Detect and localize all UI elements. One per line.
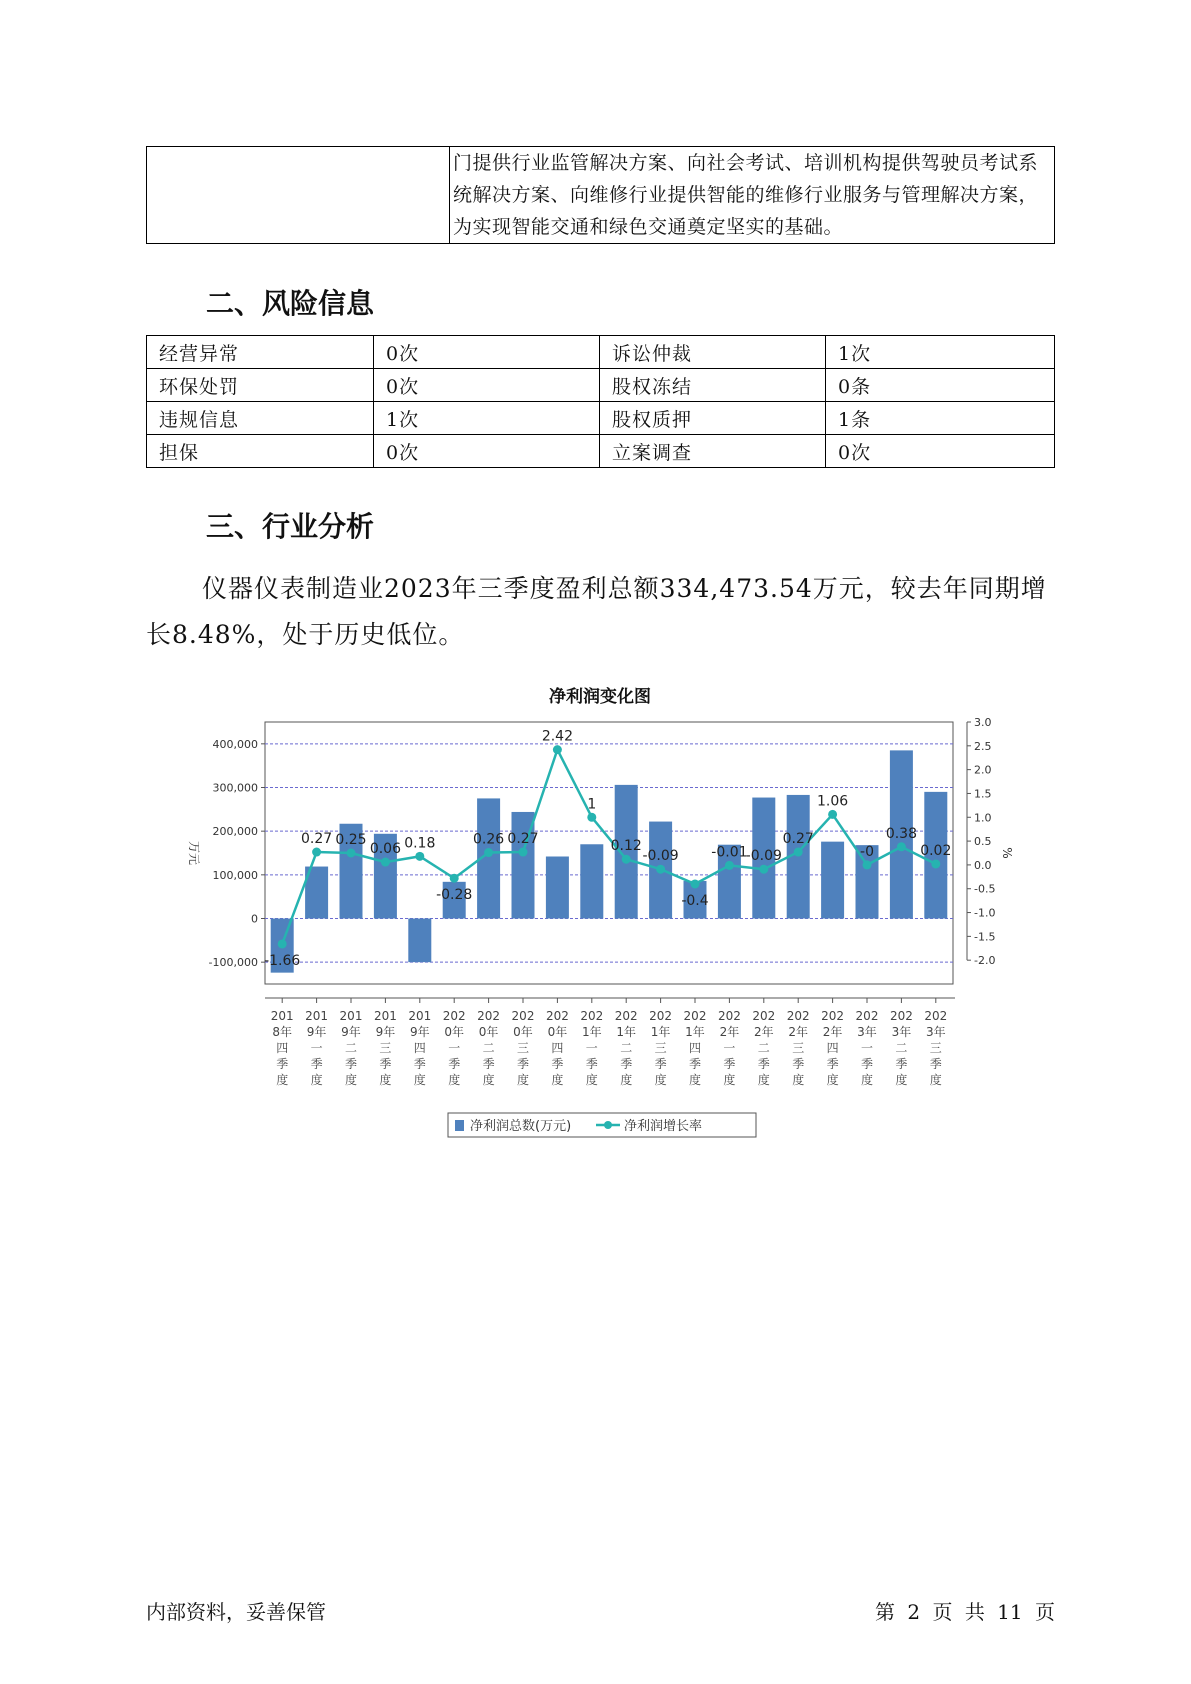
y-right-tick-label: 1.0 <box>974 811 992 825</box>
grid-layer <box>265 744 953 962</box>
growth-point <box>312 848 321 857</box>
bar <box>580 844 603 918</box>
growth-point <box>656 865 665 874</box>
growth-data-label: 0.38 <box>885 825 917 842</box>
growth-data-label: 0.02 <box>920 842 952 859</box>
intro-table-text-cell <box>450 147 1055 244</box>
x-tick-label: 201 9年三季度 <box>373 1009 397 1087</box>
growth-data-label: -0.09 <box>745 848 782 865</box>
growth-point <box>450 874 459 883</box>
growth-point <box>415 852 424 861</box>
growth-data-label: 0.27 <box>782 831 814 848</box>
growth-data-label: -1.66 <box>264 952 301 969</box>
growth-point <box>725 861 734 870</box>
growth-point <box>622 855 631 864</box>
intro-text <box>450 147 1054 243</box>
x-tick-label: 202 0年二季度 <box>477 1009 501 1087</box>
risk-value: 1次 <box>826 336 1055 369</box>
line-layer <box>264 729 951 969</box>
table-row <box>147 369 1055 402</box>
growth-data-label: 0.12 <box>610 838 642 855</box>
risk-value: 1条 <box>826 402 1055 435</box>
risk-value: 0次 <box>826 435 1055 468</box>
legend-line-marker <box>604 1121 612 1129</box>
risk-key: 立案调查 <box>600 435 826 468</box>
growth-data-label: 0.18 <box>404 835 436 852</box>
growth-data-label: 1.06 <box>817 793 849 810</box>
growth-point <box>931 859 940 868</box>
risk-key: 诉讼仲裁 <box>600 336 826 369</box>
y-left-tick-label: -100,000 <box>208 956 258 970</box>
x-tick-label: 202 2年三季度 <box>786 1009 810 1087</box>
y-right-tick-label: 2.5 <box>974 739 992 753</box>
y-axis-right-label: % <box>1000 847 1014 859</box>
y-right-tick-label: 2.0 <box>974 763 992 777</box>
growth-data-label: 1 <box>587 796 597 813</box>
x-tick-label: 202 2年四季度 <box>821 1009 845 1087</box>
growth-data-label: 0.26 <box>473 831 505 848</box>
growth-point <box>794 848 803 857</box>
growth-data-label: -0.09 <box>642 848 679 865</box>
risk-table <box>146 335 1055 468</box>
x-tick-label: 202 1年一季度 <box>580 1009 604 1087</box>
y-right-tick-label: -2.0 <box>974 954 996 968</box>
x-tick-label: 201 9年二季度 <box>339 1009 363 1087</box>
x-tick-label: 201 8年四季度 <box>270 1009 294 1087</box>
growth-point <box>553 745 562 754</box>
y-right-tick-label: -1.0 <box>974 906 996 920</box>
growth-point <box>347 849 356 858</box>
x-tick-label: 202 0年三季度 <box>511 1009 535 1087</box>
bar <box>408 919 431 963</box>
page-number: 第 2 页 共 11 页 <box>875 1600 1055 1624</box>
net-profit-chart <box>180 680 1020 1140</box>
x-tick-label: 202 3年二季度 <box>889 1009 913 1087</box>
legend-bar-swatch <box>455 1120 464 1131</box>
bar <box>821 842 844 919</box>
growth-point <box>828 810 837 819</box>
growth-data-label: -0.01 <box>711 844 748 861</box>
risk-key: 股权冻结 <box>600 369 826 402</box>
risk-value: 0次 <box>374 369 600 402</box>
y-right-tick-label: 3.0 <box>974 716 992 729</box>
y-left-tick-label: 200,000 <box>212 825 258 839</box>
intro-table-empty-cell <box>147 147 450 244</box>
growth-point <box>897 842 906 851</box>
growth-data-label: -0 <box>860 843 874 860</box>
growth-point <box>381 858 390 867</box>
growth-point <box>863 860 872 869</box>
x-tick-label: 202 0年四季度 <box>545 1009 569 1087</box>
x-tick-label: 202 3年一季度 <box>855 1009 879 1087</box>
intro-line: 门提供行业监管解决方案、向社会考试、培训机构提供驾驶员考试系 <box>453 152 1039 174</box>
risk-value: 0次 <box>374 435 600 468</box>
y-right-tick-label: 0.5 <box>974 835 992 849</box>
y-right-tick-label: -0.5 <box>974 882 996 896</box>
risk-value: 0条 <box>826 369 1055 402</box>
chart-legend <box>448 1113 756 1137</box>
bar-layer <box>271 750 948 972</box>
table-row <box>147 336 1055 369</box>
growth-data-label: 0.06 <box>369 841 401 858</box>
x-tick-label: 202 2年二季度 <box>752 1009 776 1087</box>
table-row <box>147 402 1055 435</box>
x-tick-label: 201 9年一季度 <box>305 1009 329 1087</box>
x-tick-label: 201 9年四季度 <box>408 1009 432 1087</box>
y-left-tick-label: 0 <box>251 912 258 926</box>
growth-point <box>691 879 700 888</box>
industry-heading: 三、行业分析 <box>206 510 375 543</box>
plot-frame <box>265 722 953 984</box>
growth-point <box>759 865 768 874</box>
risk-heading: 二、风险信息 <box>206 287 375 320</box>
risk-key: 违规信息 <box>147 402 374 435</box>
x-tick-label: 202 0年一季度 <box>442 1009 466 1087</box>
growth-data-label: 0.27 <box>301 831 333 848</box>
x-tick-label: 202 2年一季度 <box>717 1009 741 1087</box>
legend-line-label: 净利润增长率 <box>624 1119 703 1134</box>
y-left-tick-label: 300,000 <box>212 781 258 795</box>
growth-data-label: 2.42 <box>541 728 573 745</box>
growth-point <box>484 848 493 857</box>
y-axis-left-label: 万元 <box>187 840 201 866</box>
bar <box>546 856 569 918</box>
y-right-tick-label: 1.5 <box>974 787 992 801</box>
x-tick-label: 202 1年二季度 <box>614 1009 638 1087</box>
chart-title: 净利润变化图 <box>549 687 651 707</box>
risk-value: 0次 <box>374 336 600 369</box>
footer-left: 内部资料，妥善保管 <box>146 1600 326 1624</box>
growth-point <box>587 813 596 822</box>
risk-value: 1次 <box>374 402 600 435</box>
y-left-tick-label: 100,000 <box>212 868 258 882</box>
legend-bar-label: 净利润总数(万元) <box>470 1119 572 1134</box>
industry-paragraph: 仪器仪表制造业2023年三季度盈利总额334,473.54万元，较去年同期增长8.48%，处于历史低位。 <box>146 574 1047 649</box>
risk-key: 担保 <box>147 435 374 468</box>
growth-data-label: -0.4 <box>681 892 709 909</box>
y-right-tick-label: -1.5 <box>974 930 996 944</box>
x-tick-label: 202 1年三季度 <box>649 1009 673 1087</box>
intro-table <box>146 146 1055 244</box>
growth-data-label: -0.28 <box>436 887 473 904</box>
y-right-tick-label: 0.0 <box>974 858 992 872</box>
risk-key: 经营异常 <box>147 336 374 369</box>
table-row <box>147 435 1055 468</box>
risk-key: 股权质押 <box>600 402 826 435</box>
growth-point <box>519 848 528 857</box>
intro-line: 统解决方案、向维修行业提供智能的维修行业服务与管理解决方案， <box>453 184 1039 206</box>
growth-point <box>278 939 287 948</box>
growth-data-label: 0.27 <box>507 831 539 848</box>
growth-data-label: 0.25 <box>335 832 367 848</box>
y-left-tick-label: 400,000 <box>212 737 258 751</box>
x-tick-label: 202 3年三季度 <box>924 1009 948 1087</box>
x-tick-label: 202 1年四季度 <box>683 1009 707 1087</box>
intro-line: 为实现智能交通和绿色交通奠定坚实的基础。 <box>453 216 844 238</box>
risk-key: 环保处罚 <box>147 369 374 402</box>
